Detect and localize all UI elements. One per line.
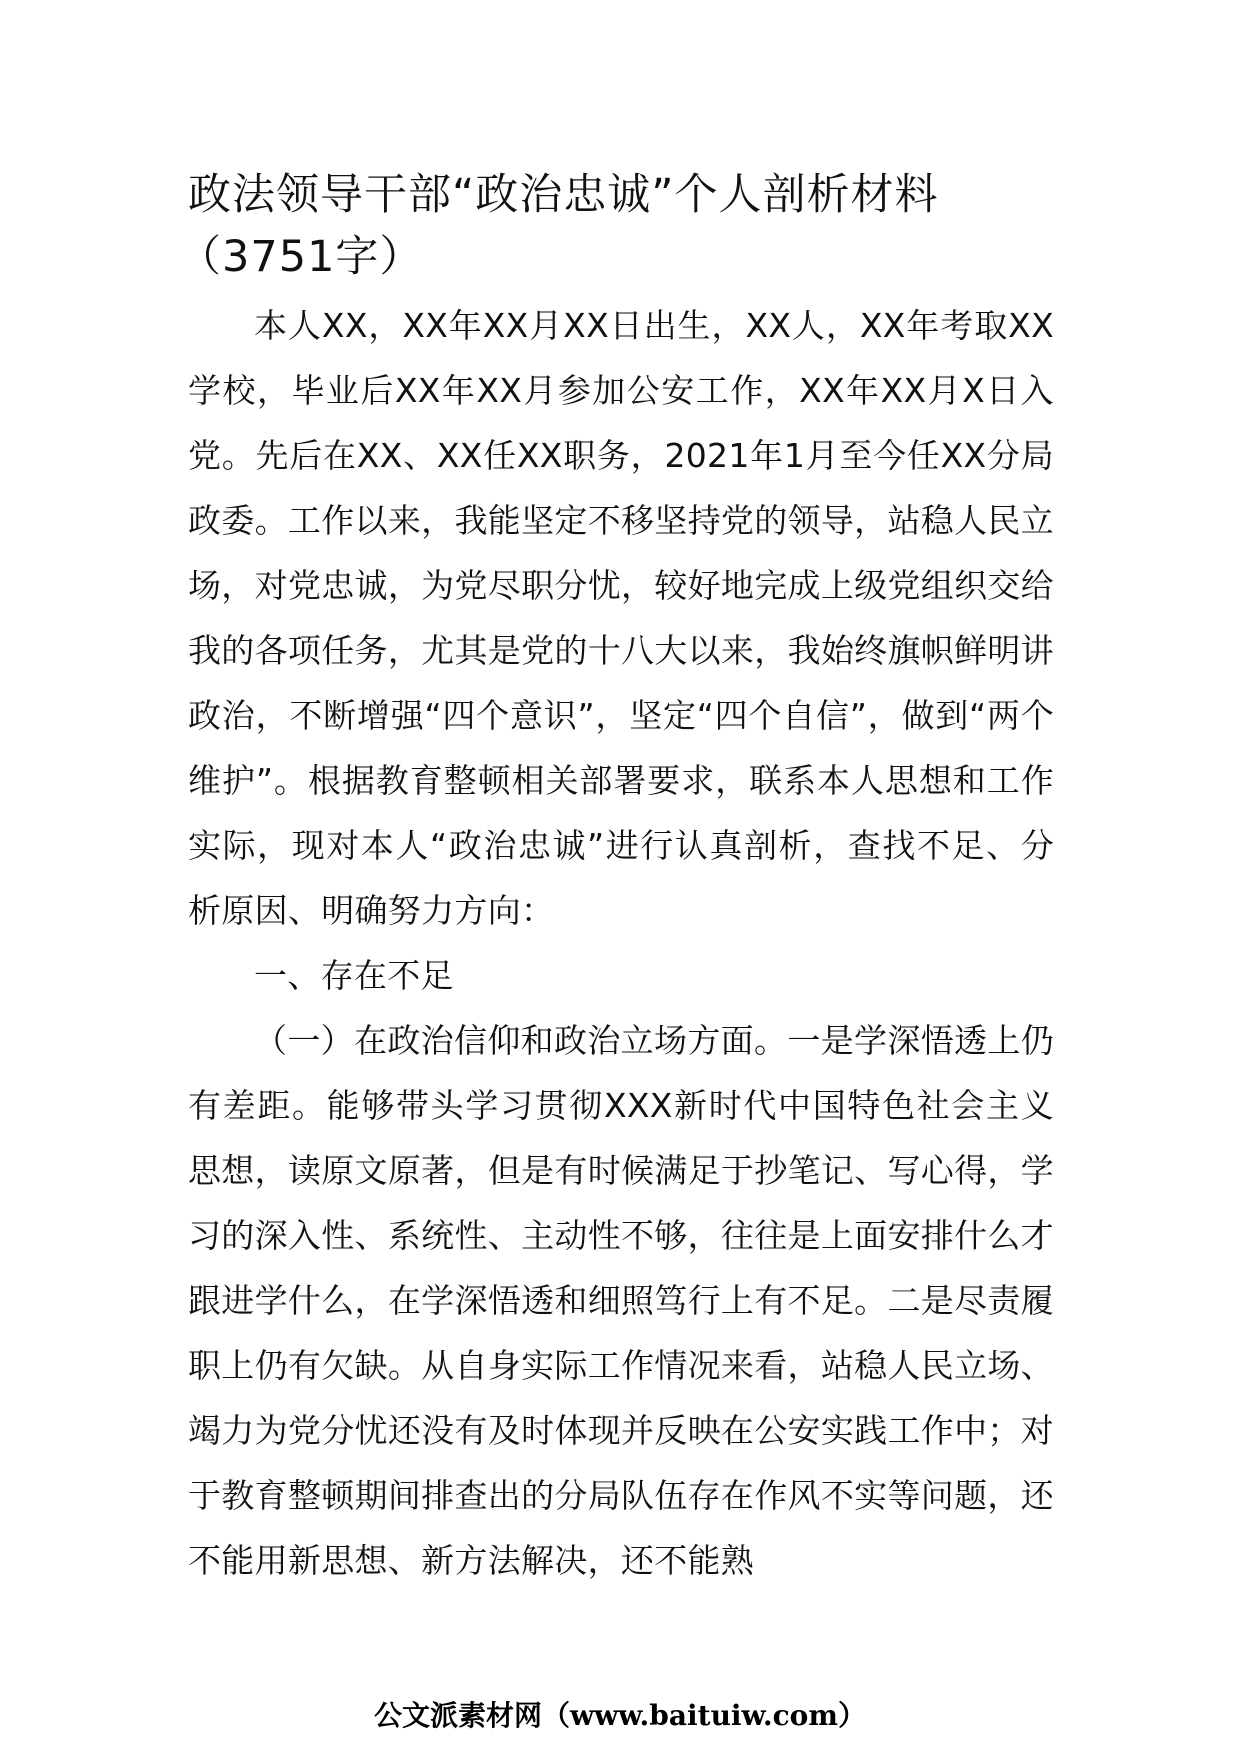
section-paragraph: （一）在政治信仰和政治立场方面。一是学深悟透上仍有差距。能够带头学习贯彻XXX新时代中国特色社会主义思想，读原文原著，但是有时候满足于抄笔记、写心得，学习的深入性、系统性、主动性不够，往往是上面安排什么才跟进学什么，在学深悟透和细照笃行上有不足。二是尽责履职上仍有欠缺。从自身实际工作情况来看，站稳人民立场、竭力为党分忧还没有及时体现并反映在公安实践工作中；对于教育整顿期间排查出的分局队伍存在作风不实等问题，还不能用新思想、新方法解决，还不能熟 (188, 1021, 1054, 1580)
footer-watermark: 公文派素材网（www.baituiw.com） (374, 1699, 866, 1732)
title-word-count: （3751字） (178, 232, 424, 282)
section-heading: 一、存在不足 (254, 956, 454, 995)
intro-paragraph: 本人XX，XX年XX月XX日出生，XX人，XX年考取XX学校，毕业后XX年XX月参加公安工作，XX年XX月X日入党。先后在XX、XX任XX职务，2021年1月至今任XX分局政委。工作以来，我能坚定不移坚持党的领导，站稳人民立场，对党忠诚，为党尽职分忧，较好地完成上级党组织交给我的各项任务，尤其是党的十八大以来，我始终旗帜鲜明讲政治，不断增强“四个意识”，坚定“四个自信”，做到“两个维护”。根据教育整顿相关部署要求，联系本人思想和工作实际，现对本人“政治忠诚”进行认真剖析，查找不足、分析原因、明确努力方向： (188, 306, 1054, 930)
document-title (178, 164, 1068, 288)
document-body (188, 293, 1054, 1593)
title-main: 政法领导干部“政治忠诚”个人剖析材料 (188, 170, 939, 220)
